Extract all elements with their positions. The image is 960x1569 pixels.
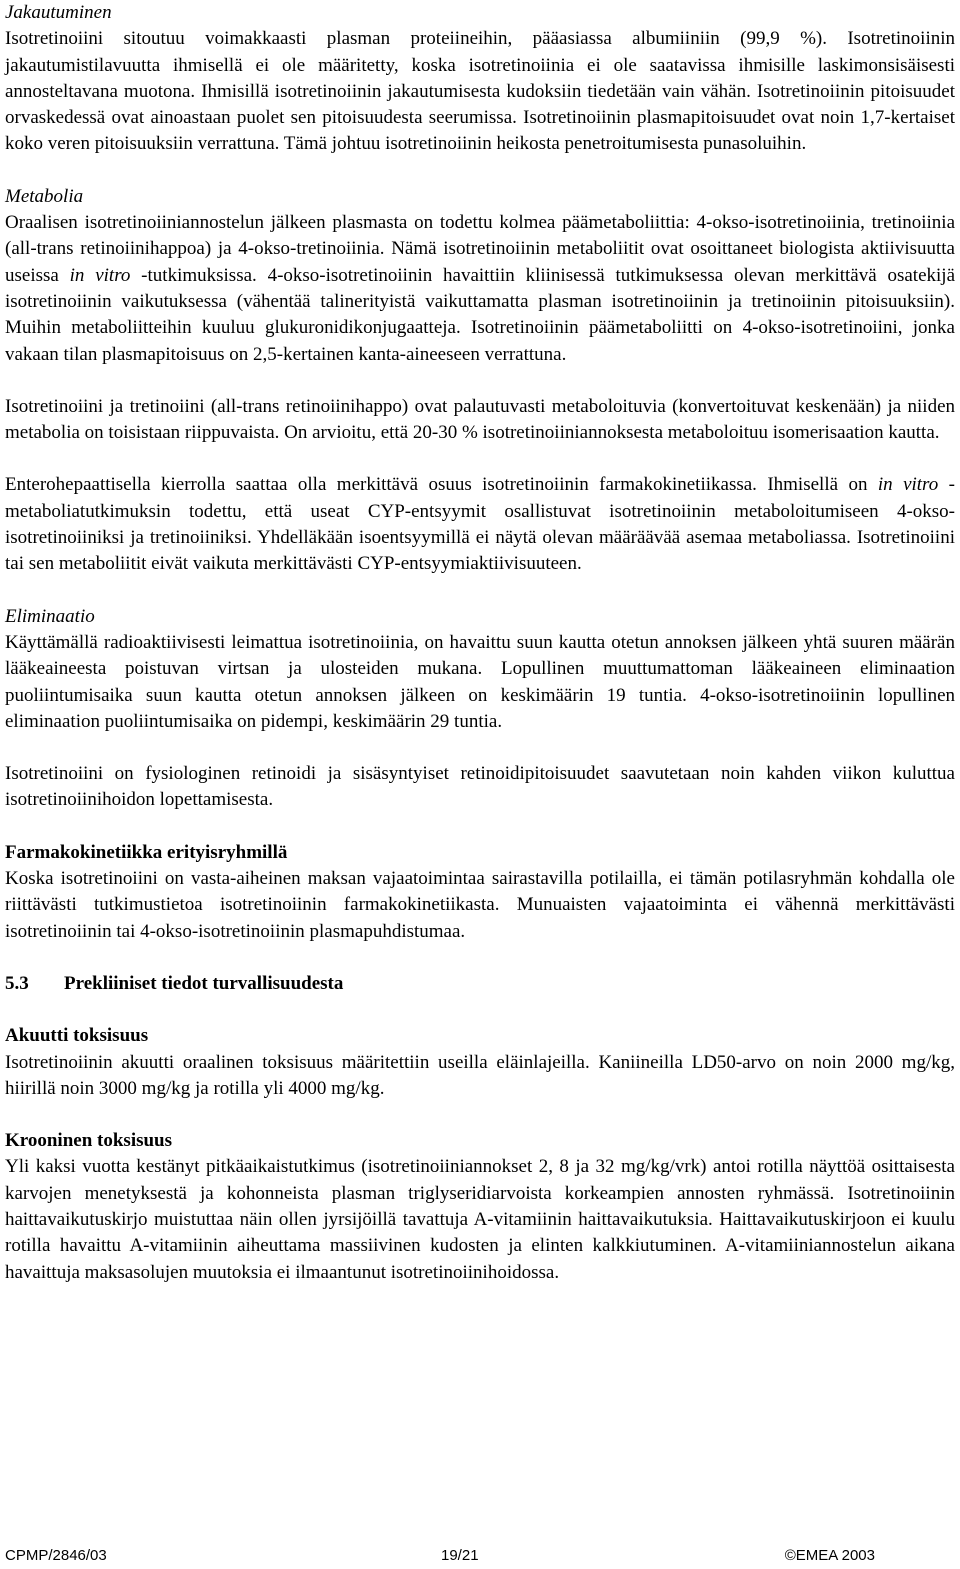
heading-metabolia: Metabolia (5, 185, 84, 207)
paragraph-eliminaatio-2: Isotretinoiini on fysiologinen retinoidi ja sisäsyntyiset retinoidipitoisuudet saavutetaan noin kahden viikon kuluttua isotretinoiinihoidon lopettamisesta. (5, 763, 955, 811)
section-title: Prekliiniset tiedot turvallisuudesta (64, 972, 344, 994)
text-span: -tutkimuksissa. 4-okso-isotretinoiinin havaittiin kliinisessä tutkimuksessa olevan merkittävä osatekijä isotretinoiinin vaikutuksessa (vähentää talinerityistä vaikuttamatta plasman isotretinoiinin ja tretinoiinin pitoisuuksiin). Muihin metaboliitteihin kuuluu glukuronidikonjugaatteja. Isotretinoiinin päämetaboliitti on 4-okso-isotretinoiini, jonka vakaan tilan plasmapitoisuus on 2,5-kertainen kanta-aineeseen verrattuna. (5, 264, 955, 365)
section-number: 5.3 (5, 972, 29, 994)
page-number: 19/21 (441, 1547, 479, 1564)
heading-krooninen-toksisuus: Krooninen toksisuus (5, 1130, 173, 1152)
section-heading-5-3 (5, 971, 955, 997)
text-span: Oraalisen isotretinoiiniannostelun jälkeen plasmasta on todettu kolmea päämetaboliittia: 4-okso-isotretinoiinia, tretinoiinia (all-trans retinoiinihappoa) ja 4-okso-tretinoiinia. Nämä isotretinoiinin metaboliitit ovat osoittaneet biologista aktiivisuutta useissa (5, 212, 955, 286)
paragraph-metabolia-2: Isotretinoiini ja tretinoiini (all-trans retinoiinihappo) ovat palautuvasti metaboloituvia (konvertoituvat keskenään) ja niiden metabolia on toisistaan riippuvaista. On arvioitu, että 20-30 % isotretinoiiniannoksesta metaboloituu isomerisaation kautta. (5, 395, 955, 444)
heading-eliminaatio: Eliminaatio (5, 605, 95, 627)
paragraph-krooninen-toksisuus: Yli kaksi vuotta kestänyt pitkäaikaistutkimus (isotretinoiiniannokset 2, 8 ja 32 mg/kg/vrk) antoi rotilla näyttöä osittaisesta karvojen menetyksestä ja kohonneista plasman triglyseridiarvoista korkeampien annosten ryhmässä. Isotretinoiinin haittavaikutuskirjo muistuttaa näin ollen jyrsijöillä tavattuja A-vitamiinin haittavaikutuksia. Haittavaikutuskirjoon ei kuulu rotilla havaittu A-vitamiinin aiheuttama massiivinen kudosten ja elinten kalkkiutuminen. A-vitamiiniannostelun aikana havaittuja maksasolujen muutoksia ei ilmaantunut isotretinoiinihoidossa. (5, 1156, 955, 1283)
document-page (5, 0, 955, 1286)
copyright-notice: ©EMEA 2003 (784, 1547, 875, 1564)
paragraph-akuutti-toksisuus: Isotretinoiinin akuutti oraalinen toksisuus määritettiin useilla eläinlajeilla. Kaniineilla LD50-arvo on noin 2000 mg/kg, hiirillä noin 3000 mg/kg ja rotilla yli 4000 mg/kg. (5, 1051, 955, 1099)
page-footer (5, 1545, 875, 1567)
text-span: -metaboliatutkimuksin todettu, että useat CYP-entsyymit osallistuvat isotretinoiinin metaboloitumiseen 4-okso-isotretinoiiniksi ja tretinoiiniksi. Yhdelläkään isoentsyymillä ei näytä olevan määräävää asemaa metaboliassa. Isotretinoiini tai sen metaboliitit eivät vaikuta merkittävästi CYP-entsyymiaktiivisuuteen. (5, 474, 955, 575)
heading-jakautuminen: Jakautuminen (5, 2, 112, 23)
paragraph-metabolia-3 (5, 472, 955, 577)
document-id: CPMP/2846/03 (5, 1547, 107, 1564)
paragraph-erityisryhmat: Koska isotretinoiini on vasta-aiheinen maksan vajaatoimintaa sairastavilla potilailla, ei tämän potilasryhmän kohdalla ole riittävästi tutkimustietoa isotretinoiinin farmakokinetiikasta. Munuaisten vajaatoiminta ei vähennä merkittävästi isotretinoiinin tai 4-okso-isotretinoiinin plasmapuhdistumaa. (5, 868, 955, 942)
italic-term: in vitro (877, 474, 939, 496)
heading-erityisryhmat: Farmakokinetiikka erityisryhmillä (5, 841, 288, 863)
italic-term: in vitro (69, 264, 131, 286)
paragraph-metabolia-1 (5, 210, 955, 368)
heading-akuutti-toksisuus: Akuutti toksisuus (5, 1025, 149, 1047)
paragraph-eliminaatio-1: Käyttämällä radioaktiivisesti leimattua isotretinoiinia, on havaittu suun kautta otetun annoksen jälkeen yhtä suuren määrän lääkeaineesta poistuvan virtsan ja ulosteiden mukana. Lopullinen muuttumattoman lääkeaineen eliminaation puoliintumisaika suun kautta otetun annoksen jälkeen on keskimäärin 19 tuntia. 4-okso-isotretinoiinin lopullinen eliminaation puoliintumisaika on pidempi, keskimäärin 29 tuntia. (5, 631, 955, 732)
text-span: Enterohepaattisella kierrolla saattaa olla merkittävä osuus isotretinoiinin farmakokinetiikassa. Ihmisellä on (5, 474, 878, 496)
paragraph-jakautuminen: Isotretinoiini sitoutuu voimakkaasti plasman proteiineihin, pääasiassa albumiiniin (99,9 %). Isotretinoiinin jakautumistilavuutta ihmisellä ei ole määritetty, koska isotretinoiinia ei ole saatavissa ihmisille laskimonsisäisesti annosteltavana muotona. Ihmisillä isotretinoiinin jakautumisesta kudoksiin tiedetään vain vähän. Isotretinoiinin pitoisuudet orvaskedessä ovat ainoastaan puolet sen pitoisuudesta seerumissa. Isotretinoiinin plasmapitoisuudet ovat noin 1,7-kertaiset koko veren pitoisuuksiin verrattuna. Tämä johtuu isotretinoiinin heikosta penetroitumisesta punasoluihin. (5, 28, 955, 155)
